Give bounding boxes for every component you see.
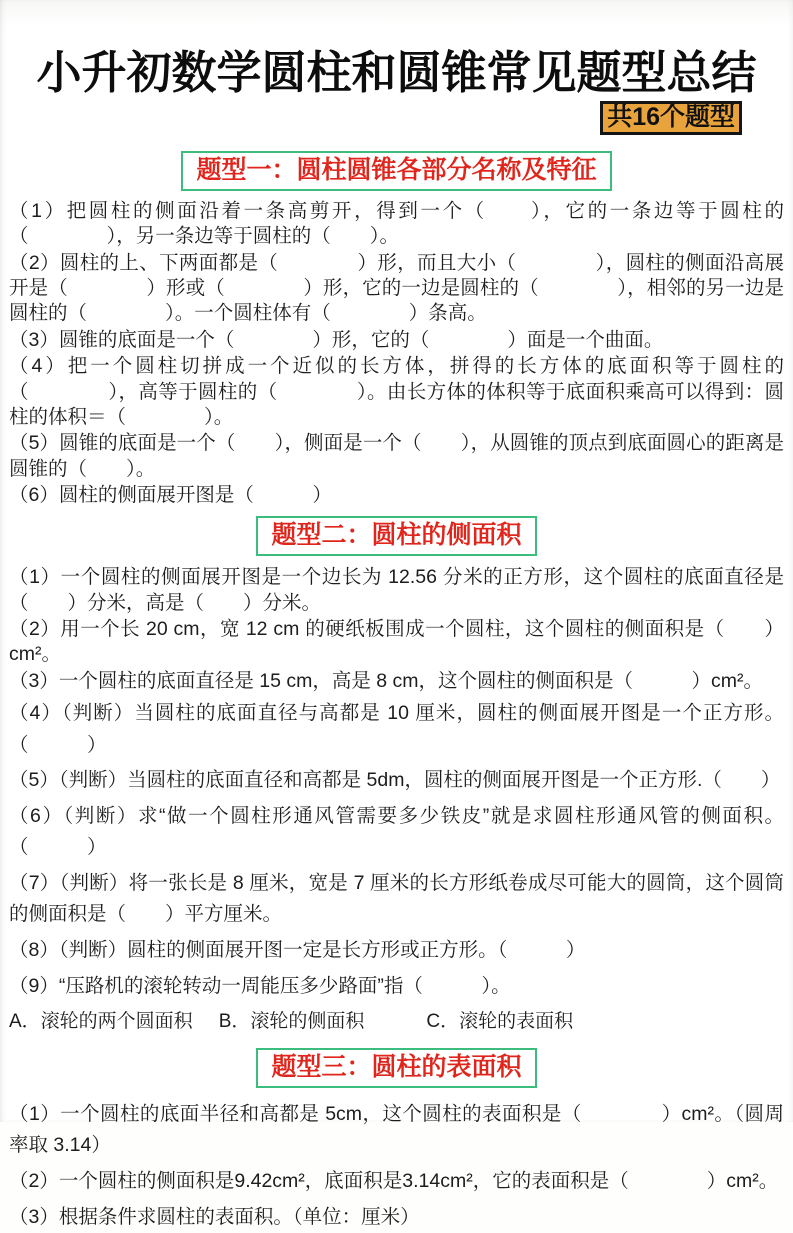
section-1-header-row <box>9 151 784 191</box>
section-2-header: 题型二：圆柱的侧面积 <box>256 516 536 556</box>
question-item: （4）把一个圆柱切拼成一个近似的长方体，拼得的长方体的底面积等于圆柱的（ ），高等于圆柱的（ ）。由长方体的体积等于底面积乘高可以得到：圆柱的体积＝（ ）。 <box>9 355 784 428</box>
question-item: （2）用一个长 20 cm，宽 12 cm 的硬纸板围成一个圆柱，这个圆柱的侧面积是（ ）cm²。 <box>9 617 784 666</box>
question-item: （2）一个圆柱的侧面积是9.42cm²，底面积是3.14cm²，它的表面积是（ ）cm²。 <box>9 1170 779 1193</box>
option-c: C．滚轮的表面积 <box>426 1011 574 1033</box>
question-item: （3）一个圆柱的底面直径是 15 cm，高是 8 cm，这个圆柱的侧面积是（ ）cm²。 <box>9 669 764 692</box>
section-3-header: 题型三：圆柱的表面积 <box>256 1048 536 1088</box>
question-item: （1）一个圆柱的底面半径和高都是 5cm，这个圆柱的表面积是（ ）cm²。（圆周率取 3.14） <box>9 1102 784 1157</box>
question-item: （5）（判断）当圆柱的底面直径和高都是 5dm，圆柱的侧面展开图是一个正方形.（ ） <box>9 769 781 792</box>
count-badge: 共16个题型 <box>600 101 742 135</box>
option-a: A．滚轮的两个圆面积 <box>9 1011 193 1033</box>
question-item: （8）（判断）圆柱的侧面展开图一定是长方形或正方形。（ ） <box>9 938 586 961</box>
choice-options <box>9 1007 784 1038</box>
question-item: （6）（判断）求“做一个圆柱形通风管需要多少铁皮”就是求圆柱形通风管的侧面积。（ ） <box>9 804 784 859</box>
section-1-header: 题型一：圆柱圆锥各部分名称及特征 <box>181 151 611 191</box>
question-item: （6）圆柱的侧面展开图是（ ） <box>9 483 332 506</box>
question-item: （9）“压路机的滚轮转动一周能压多少路面”指（ ）。 <box>9 974 511 997</box>
question-item: （1）一个圆柱的侧面展开图是一个边长为 12.56 分米的正方形，这个圆柱的底面直径是（ ）分米，高是（ ）分米。 <box>9 566 784 614</box>
question-item: （3）根据条件求圆柱的表面积。（单位：厘米） <box>9 1205 420 1228</box>
question-item: （3）圆锥的底面是一个（ ）形，它的（ ）面是一个曲面。 <box>9 328 664 351</box>
badge-row <box>9 101 784 139</box>
section-2-header-row <box>9 516 784 556</box>
section-2 <box>9 516 784 1038</box>
option-b: B．滚轮的侧面积 <box>218 1011 365 1033</box>
question-item: （7）（判断）将一张长是 8 厘米，宽是 7 厘米的长方形纸卷成尽可能大的圆筒，这个圆筒的侧面积是（ ）平方厘米。 <box>9 871 784 926</box>
question-item: （4）（判断）当圆柱的底面直径与高都是 10 厘米，圆柱的侧面展开图是一个正方形。（ ） <box>9 701 784 756</box>
question-item: （2）圆柱的上、下两面都是（ ）形，而且大小（ ），圆柱的侧面沿高展开是（ ）形或（ ）形，它的一边是圆柱的（ ），相邻的另一边是圆柱的（ ）。一个圆柱体有（ ）条高。 <box>9 251 784 325</box>
section-1 <box>9 151 784 508</box>
page-title: 小升初数学圆柱和圆锥常见题型总结 <box>36 47 757 98</box>
section-3-header-row <box>9 1048 784 1088</box>
section-3 <box>9 1048 784 1233</box>
question-item: （5）圆锥的底面是一个（ ），侧面是一个（ ），从圆锥的顶点到底面圆心的距离是圆锥的（ ）。 <box>9 432 784 480</box>
question-item: （1）把圆柱的侧面沿着一条高剪开，得到一个（ ），它的一条边等于圆柱的（ ），另一条边等于圆柱的（ ）。 <box>9 200 784 248</box>
